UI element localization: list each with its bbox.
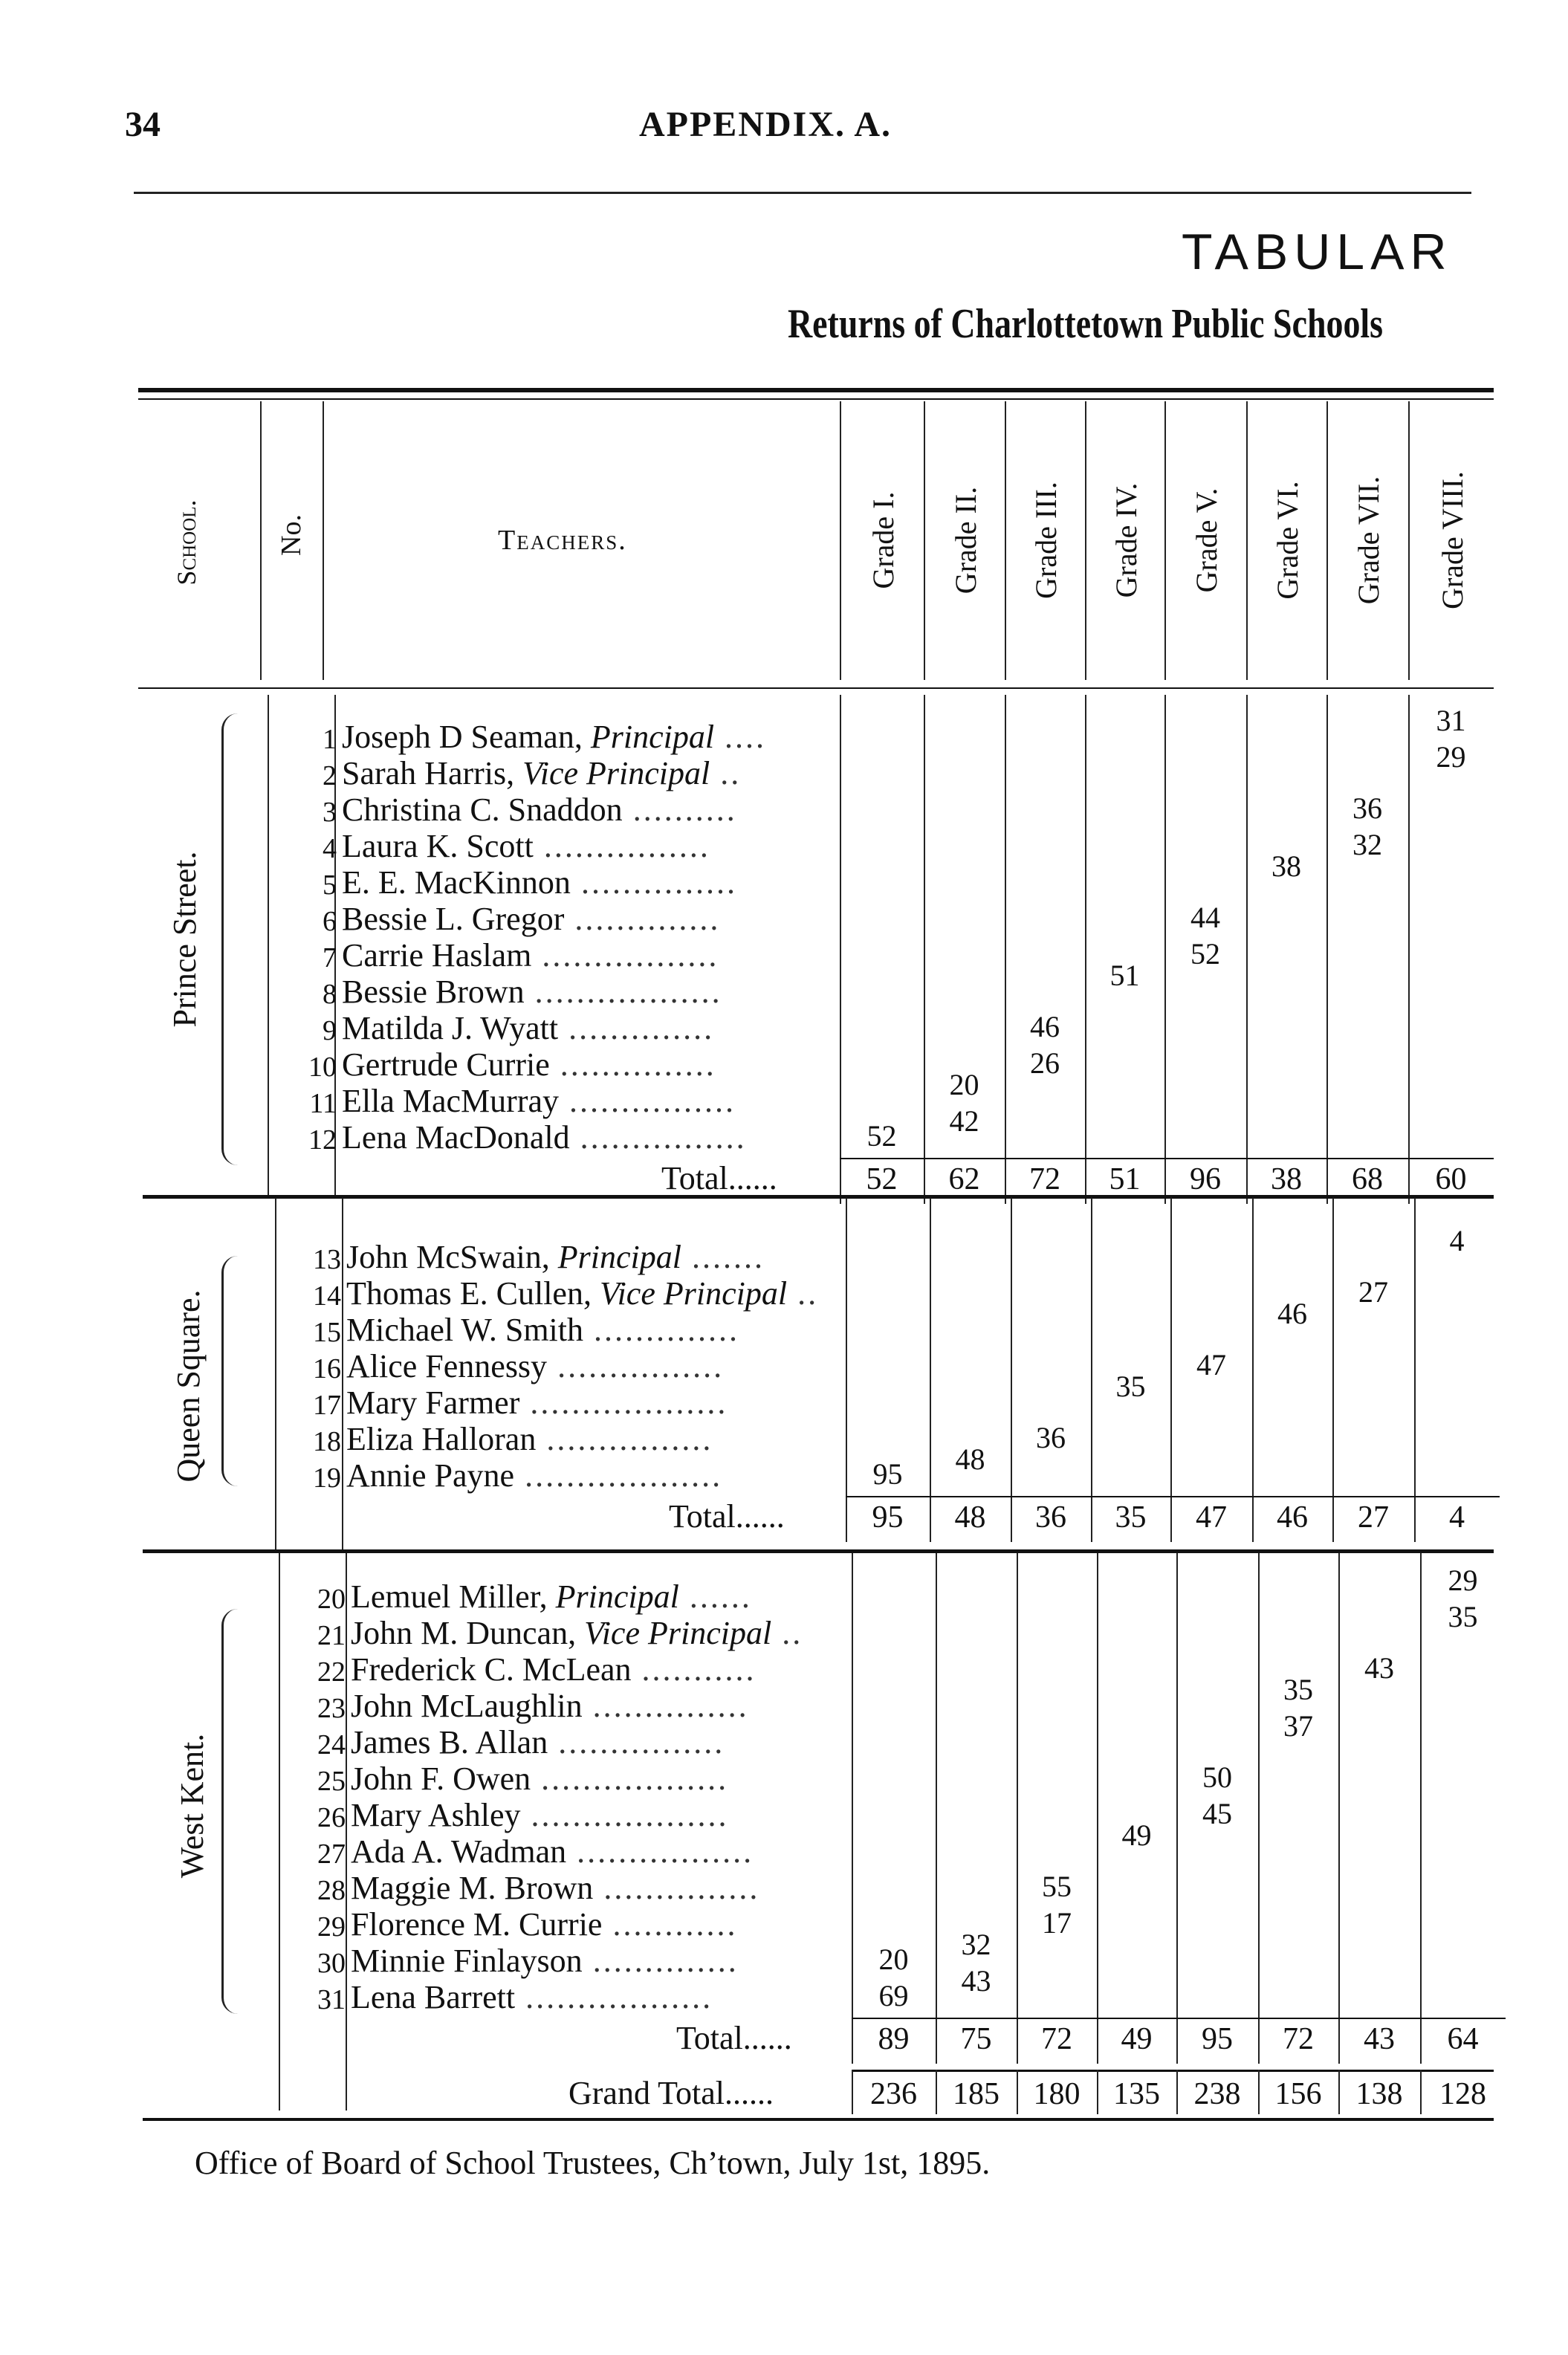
leader-dots: ....	[714, 719, 767, 755]
total-value: 36	[1035, 1500, 1066, 1535]
teacher-name-text: Lemuel Miller,	[351, 1578, 556, 1615]
section-grade-line	[1176, 1553, 1178, 2064]
grade-value: 52	[1190, 937, 1220, 971]
school-name: West Kent.	[174, 1733, 210, 1879]
teacher-role: Principal	[590, 719, 715, 755]
header-grade-line	[1246, 401, 1248, 680]
teacher-name-text: Thomas E. Cullen,	[346, 1275, 600, 1312]
teacher-name	[342, 830, 710, 863]
teacher-name-text: Laura K. Scott	[342, 828, 534, 864]
grand-total-value: 156	[1274, 2077, 1322, 2111]
teacher-name-text: John M. Duncan,	[351, 1615, 585, 1651]
teacher-number: 18	[313, 1426, 341, 1457]
total-value: 52	[866, 1162, 898, 1196]
leader-dots: ..	[787, 1275, 819, 1312]
grade-value: 20	[878, 1943, 909, 1976]
grade-value: 35	[1448, 1600, 1478, 1633]
grand-total-grade-line	[1097, 2070, 1098, 2114]
leader-dots: ......	[678, 1578, 752, 1615]
teacher-number: 12	[308, 1124, 337, 1156]
teacher-role: Vice Principal	[584, 1615, 772, 1651]
leader-dots: .................	[566, 1833, 754, 1870]
grade-value: 46	[1030, 1010, 1060, 1043]
teacher-name	[346, 1277, 818, 1310]
header-grade-line	[924, 401, 925, 680]
total-label: Total......	[676, 2020, 792, 2056]
section-grade-line	[930, 1198, 931, 1542]
teacher-name	[342, 721, 766, 754]
teacher-number: 20	[317, 1584, 346, 1615]
teacher-name	[346, 1457, 723, 1494]
school-brace	[221, 713, 240, 1165]
section-col-line	[346, 1553, 347, 2111]
leader-dots: ..................	[531, 1760, 729, 1797]
teacher-number: 5	[323, 869, 337, 901]
teacher-name-text: Carrie Haslam	[342, 937, 532, 974]
teachers-column-header: Teachers.	[498, 525, 627, 556]
leader-dots: ............	[602, 1906, 738, 1943]
total-value: 75	[960, 2022, 992, 2056]
total-value: 46	[1277, 1500, 1308, 1535]
section-grade-line	[1164, 695, 1166, 1204]
table-top-rule	[138, 388, 1494, 392]
page-subtitle: Returns of Charlottetown Public Schools	[788, 301, 1384, 347]
grade-value: 42	[949, 1104, 979, 1138]
teacher-name	[351, 1653, 757, 1686]
teacher-name-text: Lena Barrett	[351, 1979, 516, 2015]
section-grade-line	[1408, 695, 1410, 1204]
teacher-number: 15	[313, 1317, 341, 1348]
header-bottom-rule	[138, 687, 1494, 689]
grand-total-grade-line	[1017, 2070, 1018, 2114]
teacher-name	[351, 1872, 759, 1905]
section-grade-line	[840, 695, 841, 1204]
leader-dots: ...................	[520, 1797, 729, 1833]
leader-dots: ..................	[524, 974, 722, 1010]
grand-total-grade-line	[1258, 2070, 1260, 2114]
teacher-number: 29	[317, 1911, 346, 1943]
teacher-name	[342, 903, 720, 936]
teacher-number: 21	[317, 1620, 346, 1651]
grade-value: 4	[1449, 1224, 1465, 1257]
total-value: 64	[1447, 2022, 1479, 2056]
grand-total-value: 128	[1439, 2077, 1486, 2111]
header-rule	[134, 192, 1471, 194]
school-brace	[221, 1609, 240, 2014]
grade-value: 47	[1196, 1348, 1226, 1381]
leader-dots: ................	[547, 1348, 725, 1384]
grade-value: 38	[1271, 849, 1301, 883]
total-value: 51	[1109, 1162, 1141, 1196]
teacher-name-text: John F. Owen	[351, 1760, 531, 1797]
section-col-line	[275, 1198, 276, 1549]
grade-header-8: Grade VIII.	[1435, 471, 1469, 609]
header-grade-line	[1085, 401, 1086, 680]
header-col-line	[260, 401, 262, 680]
teacher-number: 22	[317, 1656, 346, 1688]
teacher-number: 8	[323, 979, 337, 1010]
total-value: 68	[1352, 1162, 1383, 1196]
teacher-name-text: Bessie Brown	[342, 974, 525, 1010]
grand-total-grade-line	[1338, 2070, 1340, 2114]
teacher-name-text: Frederick C. McLean	[351, 1651, 632, 1688]
grade-header-4: Grade IV.	[1109, 482, 1143, 598]
section-grade-line	[852, 1553, 853, 2064]
teacher-number: 6	[323, 906, 337, 937]
total-value: 4	[1449, 1500, 1465, 1535]
teacher-number: 27	[317, 1839, 346, 1870]
teacher-name-text: John McSwain,	[346, 1239, 558, 1275]
teacher-number: 17	[313, 1390, 341, 1421]
section-grade-line	[1252, 1198, 1254, 1542]
teacher-name-text: Maggie M. Brown	[351, 1870, 594, 1906]
total-top-rule	[840, 1158, 1494, 1159]
grade-header-1: Grade I.	[866, 491, 900, 589]
section-col-line	[342, 1198, 343, 1549]
teacher-name	[351, 1760, 729, 1797]
total-value: 27	[1358, 1500, 1389, 1535]
teacher-name	[342, 976, 722, 1008]
section-col-line	[268, 695, 269, 1195]
total-value: 96	[1190, 1162, 1221, 1196]
total-value: 47	[1196, 1500, 1227, 1535]
grade-value: 48	[955, 1442, 985, 1476]
leader-dots: ................	[548, 1724, 725, 1760]
grade-value: 35	[1283, 1673, 1313, 1706]
grade-header-2: Grade II.	[948, 486, 982, 595]
leader-dots: ..	[710, 755, 742, 791]
page-title: TABULAR	[1182, 224, 1453, 280]
leader-dots: .................	[531, 937, 719, 974]
total-top-rule	[852, 2018, 1506, 2019]
grand-total-grade-line	[852, 2070, 853, 2114]
grand-total-value: 236	[870, 2077, 917, 2111]
total-value: 48	[954, 1500, 986, 1535]
table-top-rule-2	[138, 398, 1494, 400]
section-grade-line	[1332, 1198, 1334, 1542]
section-grade-line	[1338, 1553, 1340, 2064]
grade-value: 50	[1202, 1760, 1232, 1794]
grand-total-value: 138	[1355, 2077, 1403, 2111]
total-value: 89	[878, 2022, 910, 2056]
grand-total-value: 238	[1193, 2077, 1241, 2111]
section-grade-line	[1420, 1553, 1422, 2064]
grade-header-5: Grade V.	[1190, 487, 1223, 593]
header-grade-line	[840, 401, 841, 680]
grade-value: 49	[1121, 1818, 1152, 1852]
leader-dots: ...................	[514, 1457, 723, 1494]
section-grade-line	[1085, 695, 1086, 1204]
page-header: APPENDIX. A.	[639, 105, 892, 144]
grade-value: 32	[1352, 828, 1382, 861]
teacher-role: Vice Principal	[599, 1275, 788, 1312]
total-value: 35	[1115, 1500, 1147, 1535]
grade-value: 44	[1190, 901, 1220, 934]
header-grade-line	[1326, 401, 1328, 680]
leader-dots: ..................	[515, 1979, 713, 2015]
total-value: 95	[1202, 2022, 1233, 2056]
teacher-name	[351, 1799, 729, 1832]
teacher-name-text: Annie Payne	[346, 1457, 515, 1494]
teacher-name	[342, 1085, 736, 1118]
grade-value: 36	[1036, 1421, 1066, 1454]
teacher-name-text: Mary Farmer	[346, 1384, 520, 1421]
grade-value: 46	[1277, 1297, 1307, 1330]
total-value: 60	[1435, 1162, 1467, 1196]
teacher-name	[346, 1423, 713, 1456]
grade-value: 45	[1202, 1797, 1232, 1830]
leader-dots: .......	[681, 1239, 765, 1275]
total-value: 38	[1271, 1162, 1302, 1196]
section-grade-line	[924, 695, 925, 1204]
teacher-number: 31	[317, 1984, 346, 2015]
teacher-name	[342, 757, 741, 790]
header-col-line	[323, 401, 324, 680]
teacher-name	[346, 1350, 724, 1383]
total-value: 72	[1029, 1162, 1060, 1196]
section-grade-line	[1011, 1198, 1012, 1542]
section-grade-line	[1017, 1553, 1018, 2064]
leader-dots: ..............	[558, 1010, 715, 1046]
grand-total-grade-line	[1176, 2070, 1178, 2114]
leader-dots: ................	[533, 828, 710, 864]
teacher-name-text: Matilda J. Wyatt	[342, 1010, 559, 1046]
teacher-name	[346, 1314, 739, 1347]
teacher-name	[342, 1046, 716, 1083]
grand-total-value: 180	[1033, 2077, 1081, 2111]
total-value: 72	[1041, 2022, 1072, 2056]
grade-value: 51	[1109, 959, 1140, 992]
teacher-number: 9	[323, 1015, 337, 1046]
total-value: 72	[1283, 2022, 1314, 2056]
teacher-number: 13	[313, 1244, 341, 1275]
teacher-name-text: Joseph D Seaman,	[342, 719, 591, 755]
grade-value: 29	[1448, 1564, 1478, 1597]
footer-note: Office of Board of School Trustees, Ch’town, July 1st, 1895.	[195, 2145, 991, 2181]
section-grade-line	[1246, 695, 1248, 1204]
teacher-name	[342, 866, 737, 899]
leader-dots: ...............	[570, 864, 737, 901]
section-grade-line	[846, 1198, 847, 1542]
leader-dots: ...............	[582, 1688, 749, 1724]
teacher-number: 14	[313, 1280, 341, 1312]
teacher-number: 1	[323, 724, 337, 755]
grade-value: 95	[872, 1457, 903, 1491]
teacher-name-text: Michael W. Smith	[346, 1312, 583, 1348]
teacher-name-text: Bessie L. Gregor	[342, 901, 565, 937]
grade-value: 69	[878, 1979, 909, 2012]
section-grade-line	[1091, 1198, 1092, 1542]
school-name: Prince Street.	[166, 851, 203, 1028]
teacher-name	[342, 791, 737, 828]
teacher-number: 30	[317, 1948, 346, 1979]
leader-dots: ..............	[564, 901, 721, 937]
leader-dots: ...............	[593, 1870, 760, 1906]
section-grade-line	[1258, 1553, 1260, 2064]
section-grade-line	[1326, 695, 1328, 1204]
grade-value: 29	[1436, 740, 1466, 774]
section-grade-line	[1414, 1198, 1416, 1542]
teacher-name	[342, 1121, 747, 1154]
leader-dots: ...............	[549, 1046, 716, 1083]
teacher-name-text: Sarah Harris,	[342, 755, 523, 791]
teacher-name	[342, 939, 719, 972]
teacher-name	[351, 1617, 803, 1650]
leader-dots: ...................	[519, 1384, 728, 1421]
teacher-name-text: Eliza Halloran	[346, 1421, 537, 1457]
section-col-line	[279, 1553, 280, 2111]
total-top-rule	[846, 1496, 1500, 1497]
grand-total-top-rule	[852, 2070, 1494, 2072]
section-bottom-rule	[143, 1195, 1494, 1199]
leader-dots: ...........	[631, 1651, 757, 1688]
teacher-role: Vice Principal	[522, 755, 710, 791]
teacher-name	[351, 1578, 752, 1615]
teacher-number: 11	[309, 1088, 337, 1119]
teacher-name	[351, 1726, 725, 1759]
section-grade-line	[936, 1553, 937, 2064]
teacher-name-text: James B. Allan	[351, 1724, 548, 1760]
school-brace	[221, 1256, 240, 1486]
leader-dots: ..........	[622, 791, 737, 828]
teacher-number: 7	[323, 942, 337, 974]
leader-dots: ................	[569, 1119, 747, 1156]
teacher-name-text: Mary Ashley	[351, 1797, 521, 1833]
teacher-name-text: Christina C. Snaddon	[342, 791, 623, 828]
teacher-name	[346, 1241, 765, 1274]
leader-dots: ................	[536, 1421, 713, 1457]
header-grade-line	[1164, 401, 1166, 680]
teacher-number: 24	[317, 1729, 346, 1760]
grand-total-grade-line	[936, 2070, 937, 2114]
total-value: 49	[1121, 2022, 1153, 2056]
teacher-number: 10	[308, 1052, 337, 1083]
header-grade-line	[1005, 401, 1006, 680]
teacher-name-text: Florence M. Currie	[351, 1906, 603, 1943]
teacher-number: 26	[317, 1802, 346, 1833]
grade-header-6: Grade VI.	[1271, 481, 1304, 600]
no-column-header: No.	[276, 514, 307, 556]
grade-header-3: Grade III.	[1029, 482, 1063, 599]
teacher-number: 23	[317, 1693, 346, 1724]
total-value: 95	[872, 1500, 904, 1535]
grade-value: 35	[1115, 1370, 1146, 1403]
total-value: 62	[948, 1162, 980, 1196]
teacher-number: 28	[317, 1875, 346, 1906]
grade-value: 27	[1358, 1275, 1388, 1309]
grade-value: 36	[1352, 791, 1382, 825]
teacher-name-text: Alice Fennessy	[346, 1348, 548, 1384]
grade-value: 52	[866, 1119, 897, 1153]
teacher-role: Principal	[557, 1239, 681, 1275]
teacher-name	[351, 1833, 754, 1870]
teacher-name	[351, 1690, 749, 1723]
teacher-number: 4	[323, 833, 337, 864]
total-label: Total......	[669, 1498, 785, 1535]
teacher-name	[346, 1384, 728, 1421]
grade-value: 37	[1283, 1709, 1313, 1743]
total-value: 43	[1364, 2022, 1395, 2056]
page-number: 34	[125, 105, 161, 144]
section-grade-line	[1005, 695, 1006, 1204]
leader-dots: ..	[771, 1615, 803, 1651]
grade-value: 31	[1436, 704, 1466, 737]
section-grade-line	[1097, 1553, 1098, 2064]
school-column-header: School.	[172, 499, 201, 586]
grade-value: 17	[1042, 1906, 1072, 1940]
grand-total-label: Grand Total......	[568, 2075, 774, 2111]
teacher-name	[351, 1945, 739, 1977]
grand-total-grade-line	[1420, 2070, 1422, 2114]
leader-dots: ..............	[583, 1312, 739, 1348]
table-bottom-rule	[143, 2118, 1494, 2121]
teacher-name-text: Ella MacMurray	[342, 1083, 559, 1119]
teacher-name-text: Lena MacDonald	[342, 1119, 570, 1156]
teacher-number: 3	[323, 797, 337, 828]
total-label: Total......	[661, 1160, 777, 1196]
grade-value: 55	[1042, 1870, 1072, 1903]
grade-value: 26	[1030, 1046, 1060, 1080]
grand-total-value: 135	[1113, 2077, 1160, 2111]
teacher-number: 19	[313, 1462, 341, 1494]
grade-header-7: Grade VII.	[1352, 476, 1385, 605]
grade-value: 43	[961, 1964, 991, 1998]
teacher-name	[351, 1981, 713, 2014]
teacher-number: 16	[313, 1353, 341, 1384]
teacher-name-text: John McLaughlin	[351, 1688, 583, 1724]
teacher-name-text: Ada A. Wadman	[351, 1833, 567, 1870]
section-grade-line	[1170, 1198, 1172, 1542]
school-name: Queen Square.	[170, 1289, 207, 1483]
grade-value: 20	[949, 1068, 979, 1101]
leader-dots: ................	[559, 1083, 736, 1119]
teacher-name-text: E. E. MacKinnon	[342, 864, 571, 901]
teacher-name	[351, 1908, 737, 1941]
teacher-name-text: Gertrude Currie	[342, 1046, 550, 1083]
grand-total-value: 185	[953, 2077, 1000, 2111]
grade-value: 43	[1364, 1651, 1394, 1685]
teacher-number: 2	[323, 760, 337, 791]
teacher-name	[342, 1012, 714, 1045]
header-grade-line	[1408, 401, 1410, 680]
leader-dots: ..............	[582, 1943, 739, 1979]
teacher-number: 25	[317, 1766, 346, 1797]
grade-value: 32	[961, 1928, 991, 1961]
teacher-name-text: Minnie Finlayson	[351, 1943, 583, 1979]
teacher-role: Principal	[555, 1578, 679, 1615]
